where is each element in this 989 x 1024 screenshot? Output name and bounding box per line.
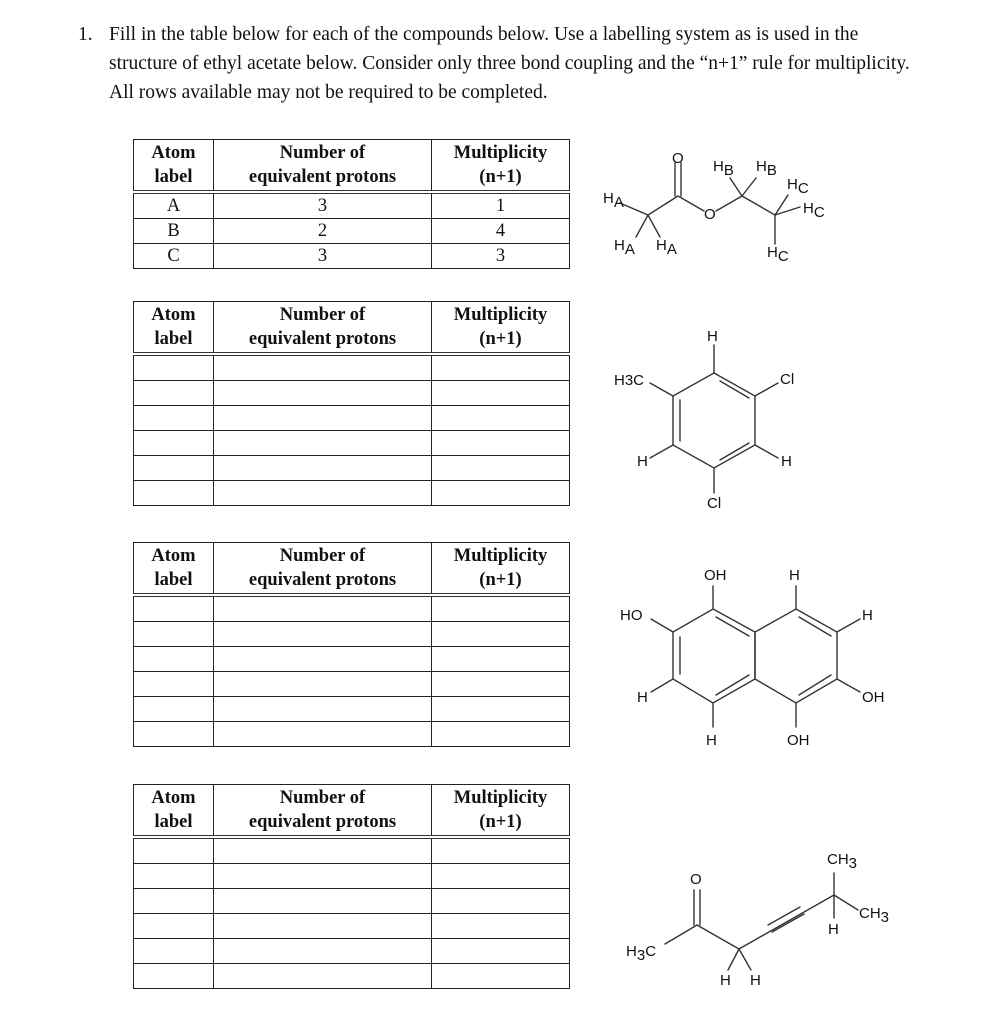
atom-label-cell: A [134, 192, 214, 219]
header-equivalent-protons: Number of equivalent protons [214, 302, 432, 355]
svg-text:O: O [690, 871, 702, 888]
atom-label-cell: C [134, 244, 214, 269]
svg-text:HC: HC [803, 200, 825, 221]
header-multiplicity: Multiplicity (n+1) [432, 140, 570, 193]
header-atom-label: Atom label [134, 140, 214, 193]
svg-text:Cl: Cl [707, 495, 722, 512]
header-equivalent-protons: Number of equivalent protons [214, 785, 432, 838]
naphthalenetetrol-labels [620, 567, 885, 749]
dichlorotoluene-labels [614, 328, 794, 512]
alkynone-labels [626, 851, 889, 989]
multiplicity-cell: 1 [432, 192, 570, 219]
svg-text:HB: HB [713, 158, 734, 179]
protons-cell: 3 [214, 192, 432, 219]
svg-text:H: H [789, 567, 800, 584]
svg-text:H3C: H3C [626, 943, 657, 964]
svg-text:CH3: CH3 [859, 905, 890, 926]
svg-text:HB: HB [756, 158, 777, 179]
ethyl-acetate-labels [603, 150, 825, 265]
protons-cell: 2 [214, 219, 432, 244]
question-number: 1. [78, 24, 93, 45]
svg-text:H: H [720, 972, 731, 989]
svg-text:H: H [862, 607, 873, 624]
header-multiplicity: Multiplicity (n+1) [432, 302, 570, 355]
svg-text:H: H [828, 921, 839, 938]
dichlorotoluene-structure [650, 345, 778, 493]
question-text: Fill in the table below for each of the compounds below. Use a labelling system as is used in the structure of ethyl acetate below. Consider only three bond coupling and the “n+1” rule for multiplicity. All rows available may not be required to be completed. [109, 24, 910, 103]
svg-text:HA: HA [603, 190, 624, 211]
svg-text:H3C: H3C [614, 372, 645, 389]
svg-text:O: O [704, 206, 716, 223]
svg-text:OH: OH [862, 689, 885, 706]
header-multiplicity: Multiplicity (n+1) [432, 785, 570, 838]
svg-text:HO: HO [620, 607, 643, 624]
header-equivalent-protons: Number of equivalent protons [214, 140, 432, 193]
protons-cell: 3 [214, 244, 432, 269]
svg-text:H: H [707, 328, 718, 345]
multiplicity-cell: 3 [432, 244, 570, 269]
svg-text:HC: HC [767, 244, 789, 265]
svg-text:HC: HC [787, 176, 809, 197]
svg-text:H: H [706, 732, 717, 749]
svg-text:H: H [750, 972, 761, 989]
atom-label-cell: B [134, 219, 214, 244]
svg-text:HA: HA [614, 237, 635, 258]
svg-text:O: O [672, 150, 684, 167]
svg-text:OH: OH [704, 567, 727, 584]
header-atom-label: Atom label [134, 785, 214, 838]
svg-text:H: H [637, 689, 648, 706]
header-equivalent-protons: Number of equivalent protons [214, 543, 432, 596]
svg-text:HA: HA [656, 237, 677, 258]
naphthalenetetrol-structure [651, 586, 860, 727]
svg-text:OH: OH [787, 732, 810, 749]
header-atom-label: Atom label [134, 543, 214, 596]
svg-text:H: H [781, 453, 792, 470]
svg-text:H: H [637, 453, 648, 470]
svg-text:Cl: Cl [780, 371, 795, 388]
header-multiplicity: Multiplicity (n+1) [432, 543, 570, 596]
multiplicity-cell: 4 [432, 219, 570, 244]
svg-text:CH3: CH3 [827, 851, 858, 872]
header-atom-label: Atom label [134, 302, 214, 355]
